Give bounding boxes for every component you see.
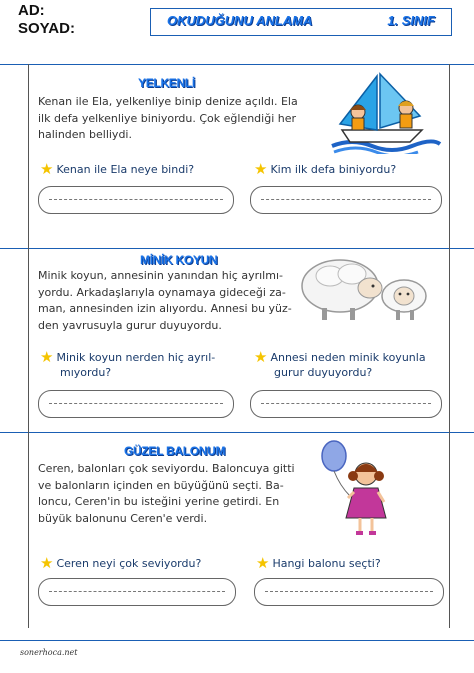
answer-field-2-1[interactable]	[38, 390, 234, 418]
question-2-1: ★ Minik koyun nerden hiç ayrıl- mıyordu?	[40, 348, 216, 379]
footer-site: sonerhoca.net	[20, 648, 78, 657]
star-icon: ★	[40, 554, 54, 572]
story-line: loncu, Ceren'in bu isteğini yerine getirdi. En	[38, 495, 280, 508]
sailboat-illustration	[322, 68, 442, 154]
story-line: Minik koyun, annesinin yanından hiç ayrılmı-	[38, 269, 283, 282]
question-1-1: ★ Kenan ile Ela neye bindi?	[40, 160, 195, 178]
surname-label: SOYAD:	[18, 20, 75, 37]
story-balloon	[38, 461, 295, 527]
answer-field-3-2[interactable]	[254, 578, 444, 606]
star-icon: ★	[40, 348, 54, 366]
section-title-sailboat: YELKENLİ	[138, 76, 195, 90]
star-icon: ★	[254, 160, 268, 178]
question-1-2: ★ Kim ilk defa biniyordu?	[254, 160, 397, 178]
answer-field-2-2[interactable]	[250, 390, 442, 418]
story-sheep	[38, 268, 292, 334]
story-line: yordu. Arkadaşlarıyla oynamaya gideceği za-	[38, 285, 286, 299]
answer-field-3-1[interactable]	[38, 578, 236, 606]
footer-divider	[0, 640, 474, 641]
question-2-2: ★ Annesi neden minik koyunla gurur duyuyordu?	[254, 348, 426, 379]
star-icon: ★	[256, 554, 270, 572]
story-sailboat	[38, 94, 298, 144]
story-line: Ceren, balonları çok seviyordu. Baloncuya gitti	[38, 462, 295, 475]
header-title-box	[150, 8, 452, 36]
section-title-balloon: GÜZEL BALONUM	[124, 444, 226, 458]
worksheet-header	[0, 0, 474, 44]
story-line: den yavrusuyla gurur duyuyordu.	[38, 318, 222, 332]
story-line: halinden belliydi.	[38, 128, 132, 141]
girl-balloon-illustration	[320, 438, 400, 538]
question-3-1: ★ Ceren neyi çok seviyordu?	[40, 554, 202, 572]
story-line: ve balonların içinden en büyüğünü seçti. Ba-	[38, 478, 284, 492]
star-icon: ★	[40, 160, 54, 178]
sheep-illustration	[300, 254, 440, 326]
story-line: Kenan ile Ela, yelkenliye binip denize açıldı. Ela	[38, 95, 298, 108]
name-label: AD:	[18, 2, 45, 19]
question-3-2: ★ Hangi balonu seçti?	[256, 554, 381, 572]
story-line: büyük balonunu Ceren'e verdi.	[38, 511, 208, 525]
star-icon: ★	[254, 348, 268, 366]
story-line: ilk defa yelkenliye biniyordu. Çok eğlendiği her	[38, 111, 297, 125]
answer-field-1-2[interactable]	[250, 186, 442, 214]
section-title-sheep: MİNİK KOYUN	[140, 253, 218, 267]
page-title: OKUDUĞUNU ANLAMA	[167, 13, 313, 28]
answer-field-1-1[interactable]	[38, 186, 234, 214]
grade-label: 1. SINIF	[387, 13, 435, 28]
story-line: man, annesinden izin alıyordu. Annesi bu yüz-	[38, 302, 292, 315]
